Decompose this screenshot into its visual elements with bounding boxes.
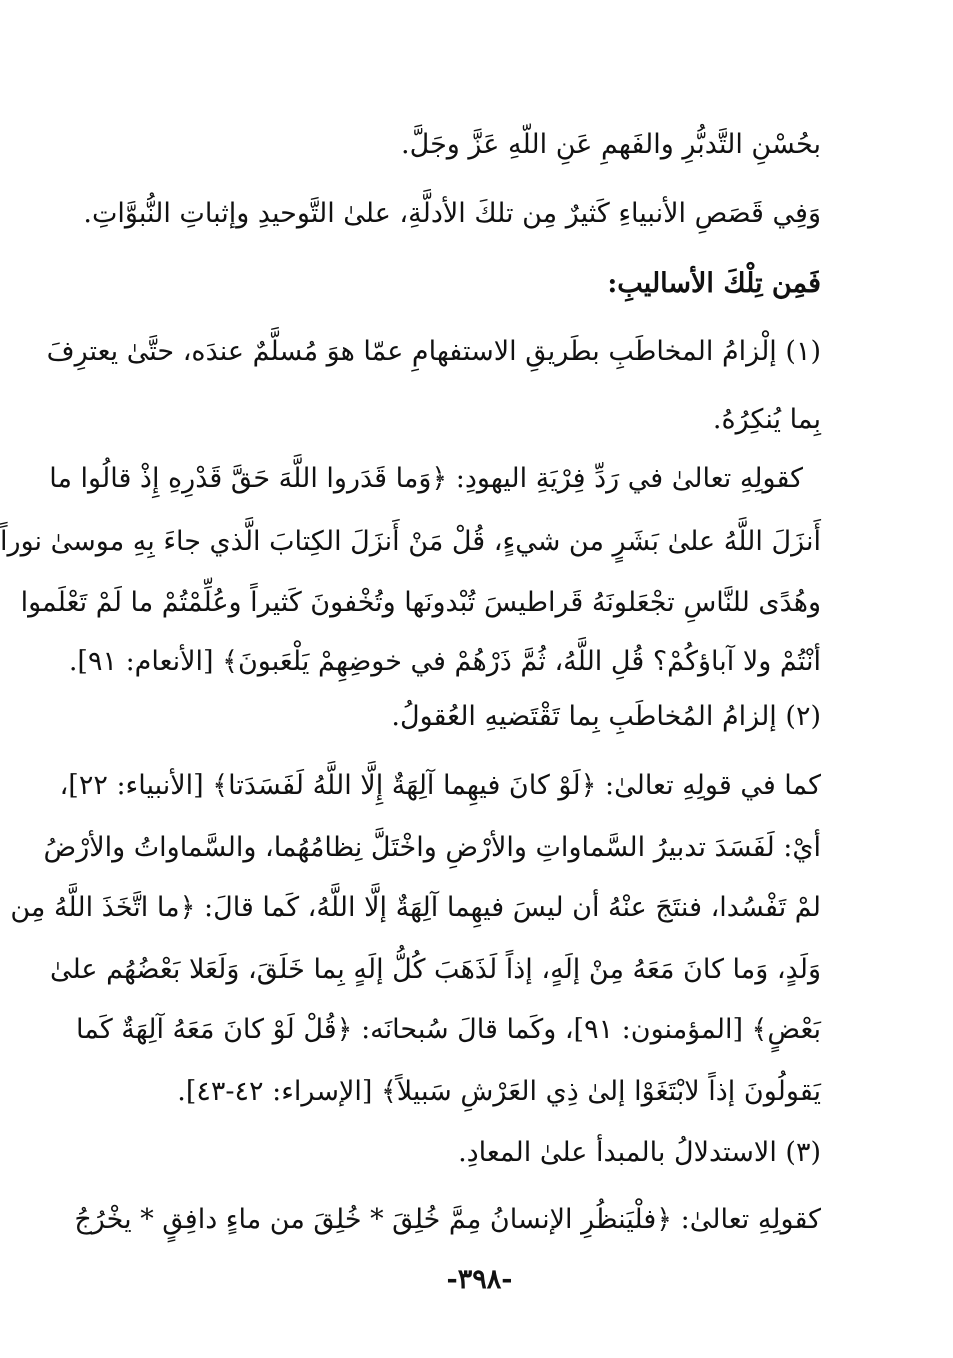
section-heading: فَمِن تِلْكَ الأساليبِ: — [607, 268, 821, 299]
text-line-1: بحُسْنِ التَّدبُّرِ والفَهمِ عَنِ اللّهِ عَزَّ وجَلَّ. — [401, 129, 821, 160]
text-line-17: (٣) الاستدلالُ بالمبدأ علىٰ المعادِ. — [458, 1137, 821, 1168]
text-line-8: وهُدًى للنَّاسِ تجْعَلونَهُ قَراطيسَ تُبْدونَها وتُخْفونَ كَثيراً وعُلِّمْتُمْ ما لَمْ تَعْلَموا — [20, 587, 821, 618]
text-line-14: وَلَدٍ، وَما كانَ مَعَهُ مِنْ إلَهٍ، إذاً لَذَهَبَ كُلُّ إلَهٍ بِما خَلَقَ، وَلَعَلا بَعْضُهُم علىٰ — [49, 954, 821, 985]
text-line-10: (٢) إلزامُ المُخاطَبِ بِما تَقْتَضيهِ العُقولُ. — [391, 701, 821, 732]
text-line-9: أنْتُمْ ولا آباؤكُمْ؟ قُلِ اللَّهُ، ثُمَّ ذَرْهُمْ في خوضِهِمْ يَلْعَبونَ﴾ [الأنعام: ٩١]. — [68, 646, 821, 677]
page-number: -٣٩٨- — [446, 1264, 513, 1295]
text-line-16: يَقولُونَ إذاً لابْتَغَوْا إلىٰ ذِي العَرْشِ سَبيلاً﴾ [الإسراء: ٤٢-٤٣]. — [177, 1076, 821, 1107]
text-line-12: أيْ: لَفَسَدَ تدبيرُ السَّماواتِ والأرْضِ واخْتَلَّ نِظامُهُما، والسَّماواتُ والأرْضُ — [43, 832, 821, 863]
text-line-13: لمْ تَفْسُدا، فنتَجَ عنْهُ أن ليسَ فيهِما آلِهَةٌ إلَّا اللَّهُ، كَما قالَ: ﴿ما اتَّخَذَ اللَّهُ مِن — [10, 892, 821, 923]
text-line-18: كقولِهِ تعالىٰ: ﴿فلْيَنظُرِ الإنسانُ مِمَّ خُلِقَ * خُلِقَ من ماءٍ دافِقٍ * يخْرُجُ — [74, 1204, 821, 1235]
text-line-2: وَفِي قَصَصِ الأنبياءِ كَثيرٌ مِن تلكَ الأدلَّةِ، علىٰ التَّوحيدِ وإثباتِ النُّبوَّاتِ. — [83, 198, 821, 229]
text-line-7: أَنزَلَ اللَّهُ علىٰ بَشَرٍ من شيءٍ، قُلْ مَنْ أَنزَلَ الكِتابَ الَّذي جاءَ بِهِ موسىٰ نوراً — [0, 526, 821, 557]
text-line-11: كما في قولِهِ تعالىٰ: ﴿لَوْ كانَ فيهِما آلِهَةٌ إِلَّا اللَّهُ لَفَسَدَتا﴾ [الأنبياء: ٢٢]، — [59, 770, 821, 801]
text-line-15: بَعْضٍ﴾ [المؤمنون: ٩١]، وكَما قالَ سُبحانَه: ﴿قُلْ لَوْ كانَ مَعَهُ آلِهَةٌ كَما — [76, 1014, 821, 1045]
text-line-6: كقولِهِ تعالىٰ في رَدِّ فِرْيَةِ اليهودِ: ﴿وَما قَدَروا اللَّهَ حَقَّ قَدْرِهِ إِذْ قالُوا ما — [49, 463, 803, 494]
text-line-5: بِما يُنكِرُهُ. — [712, 404, 821, 435]
text-line-4: (١) إلْزامُ المخاطَبِ بطَريقِ الاستفهامِ عمّا هوَ مُسلَّمٌ عندَه، حتَّىٰ يعترِفَ — [46, 336, 821, 367]
